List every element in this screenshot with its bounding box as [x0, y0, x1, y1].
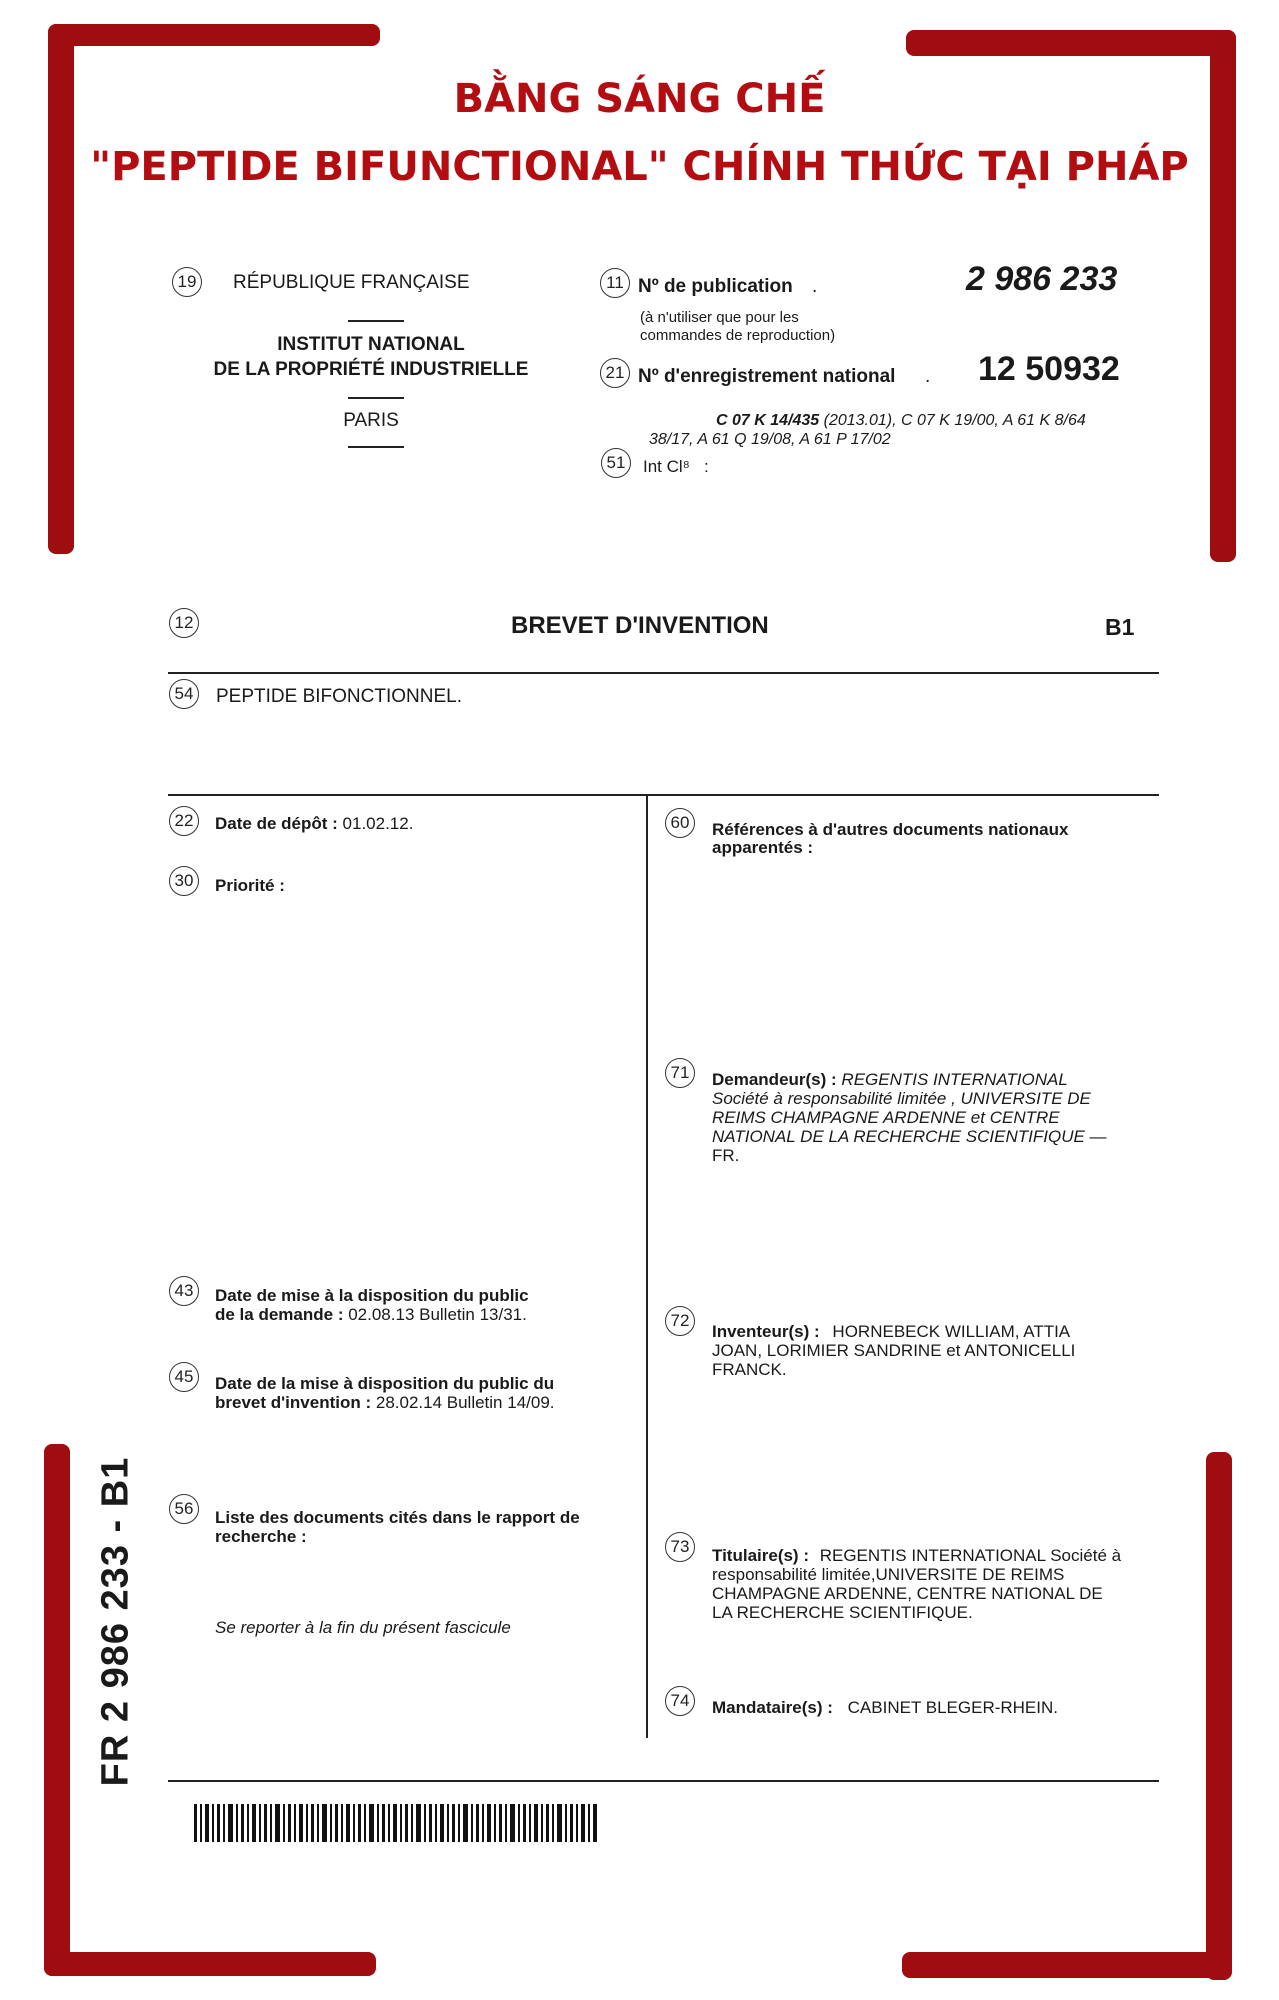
agent-label: Mandataire(s) : [712, 1698, 833, 1717]
holders-line1 [712, 1546, 1121, 1565]
frame-bottom-left-vertical [44, 1444, 70, 1976]
inventors-label: Inventeur(s) : [712, 1322, 820, 1341]
holders-line3: CHAMPAGNE ARDENNE, CENTRE NATIONAL DE [712, 1584, 1103, 1603]
holders-line4: LA RECHERCHE SCIENTIFIQUE. [712, 1603, 973, 1622]
int-cl-colon: : [704, 457, 709, 476]
section-rule [168, 1780, 1159, 1782]
applicants-line1 [712, 1070, 1068, 1089]
inventors-line3: FRANCK. [712, 1360, 787, 1379]
public-patent-label-line1: Date de la mise à disposition du public du [215, 1374, 555, 1393]
frame-bottom-right-vertical [1206, 1452, 1232, 1980]
applicants-line3: REIMS CHAMPAGNE ARDENNE et CENTRE [712, 1108, 1060, 1127]
publication-note-line2: commandes de reproduction) [640, 327, 836, 344]
barcode-graphic [194, 1804, 600, 1842]
inventors-names1: HORNEBECK WILLIAM, ATTIA [832, 1322, 1071, 1341]
classification-line2: 38/17, A 61 Q 19/08, A 61 P 17/02 [649, 431, 891, 448]
header-divider [348, 397, 404, 399]
banner-title-line2: "PEPTIDE BIFUNCTIONAL" CHÍNH THỨC TẠI PHÁP [90, 144, 1189, 190]
applicants-line4: NATIONAL DE LA RECHERCHE SCIENTIFIQUE — [712, 1127, 1107, 1146]
classification-line1 [716, 412, 1086, 429]
document-type-title: BREVET D'INVENTION [511, 612, 769, 639]
publication-note-line1: (à n'utiliser que pour les [640, 309, 799, 326]
city-label: PARIS [343, 410, 399, 431]
field-number-72: 72 [665, 1306, 695, 1336]
publication-number: 2 986 233 [966, 260, 1118, 298]
republic-label: RÉPUBLIQUE FRANÇAISE [233, 272, 470, 293]
field-number-30: 30 [169, 866, 199, 896]
applicants-name1: REGENTIS INTERNATIONAL [841, 1070, 1068, 1089]
registration-label: Nº d'enregistrement national [638, 366, 896, 387]
filing-date [215, 814, 413, 834]
field-number-54: 54 [169, 679, 199, 709]
institut-line1: INSTITUT NATIONAL [277, 334, 465, 355]
field-number-19: 19 [172, 267, 202, 297]
filing-date-value: 01.02.12. [342, 814, 414, 833]
public-patent-line2 [215, 1393, 555, 1412]
publication-label: Nº de publication [638, 276, 793, 297]
public-demand-label-line2: de la demande : [215, 1305, 344, 1324]
holders-line2: responsabilité limitée,UNIVERSITE DE REIMS [712, 1565, 1065, 1584]
applicants-label: Demandeur(s) : [712, 1070, 837, 1089]
applicants-line2: Société à responsabilité limitée , UNIVERSITE DE [712, 1089, 1091, 1108]
document-kind-code: B1 [1105, 614, 1135, 640]
agent-line [712, 1698, 1058, 1717]
agent-value: CABINET BLEGER-RHEIN. [847, 1698, 1058, 1717]
barcode [194, 1804, 600, 1842]
field-number-71: 71 [665, 1058, 695, 1088]
priority-label: Priorité : [215, 876, 285, 895]
inventors-line2: JOAN, LORIMIER SANDRINE et ANTONICELLI [712, 1341, 1076, 1360]
field-number-73: 73 [665, 1532, 695, 1562]
public-demand-line2 [215, 1305, 527, 1324]
cited-docs-label-line2: recherche : [215, 1527, 307, 1546]
institut-line2: DE LA PROPRIÉTÉ INDUSTRIELLE [213, 359, 529, 380]
frame-bottom-left-horizontal [44, 1952, 376, 1976]
int-cl-label: Int Cl⁸ [643, 457, 690, 476]
section-rule [168, 672, 1159, 674]
header-divider [348, 320, 404, 322]
public-demand-label-line1: Date de mise à la disposition du public [215, 1286, 529, 1305]
field-number-21: 21 [600, 358, 630, 388]
public-patent-label-line2: brevet d'invention : [215, 1393, 372, 1412]
field-number-11: 11 [600, 268, 630, 298]
invention-title: PEPTIDE BIFONCTIONNEL. [216, 686, 462, 707]
frame-top-left-horizontal [48, 24, 380, 46]
classification-main-code: C 07 K 14/435 [716, 412, 820, 429]
banner-title-line1: BẰNG SÁNG CHẾ [453, 76, 826, 122]
cited-docs-note: Se reporter à la fin du présent fascicule [215, 1618, 511, 1637]
classification-line1-rest: (2013.01), C 07 K 19/00, A 61 K 8/64 [819, 412, 1086, 429]
holders-label: Titulaire(s) : [712, 1546, 809, 1565]
side-publication-code: FR 2 986 233 - B1 [94, 1456, 137, 1787]
cited-docs-label-line1: Liste des documents cités dans le rapport de [215, 1508, 580, 1527]
field-number-12: 12 [169, 608, 199, 638]
field-number-56: 56 [169, 1494, 199, 1524]
field-number-22: 22 [169, 806, 199, 836]
field-number-51: 51 [601, 448, 631, 478]
field-number-43: 43 [169, 1276, 199, 1306]
registration-dot: . [925, 366, 931, 387]
field-number-45: 45 [169, 1362, 199, 1392]
applicants-line5: FR. [712, 1146, 740, 1165]
inventors-line1 [712, 1322, 1070, 1341]
public-demand-value: 02.08.13 Bulletin 13/31. [348, 1305, 527, 1324]
frame-bottom-right-horizontal [902, 1952, 1232, 1978]
field-number-74: 74 [665, 1686, 695, 1716]
field-number-60: 60 [665, 808, 695, 838]
public-patent-value: 28.02.14 Bulletin 14/09. [375, 1393, 555, 1412]
header-divider [348, 446, 404, 448]
frame-top-right-horizontal [906, 30, 1236, 56]
column-divider [646, 796, 648, 1738]
holders-name1: REGENTIS INTERNATIONAL Société à [819, 1546, 1122, 1565]
registration-number: 12 50932 [978, 350, 1120, 388]
references-label-line2: apparentés : [712, 838, 814, 857]
publication-dot: . [812, 276, 818, 297]
filing-date-label: Date de dépôt : [215, 814, 338, 833]
section-rule [168, 794, 1159, 796]
references-label-line1: Références à d'autres documents nationaux [712, 820, 1069, 839]
